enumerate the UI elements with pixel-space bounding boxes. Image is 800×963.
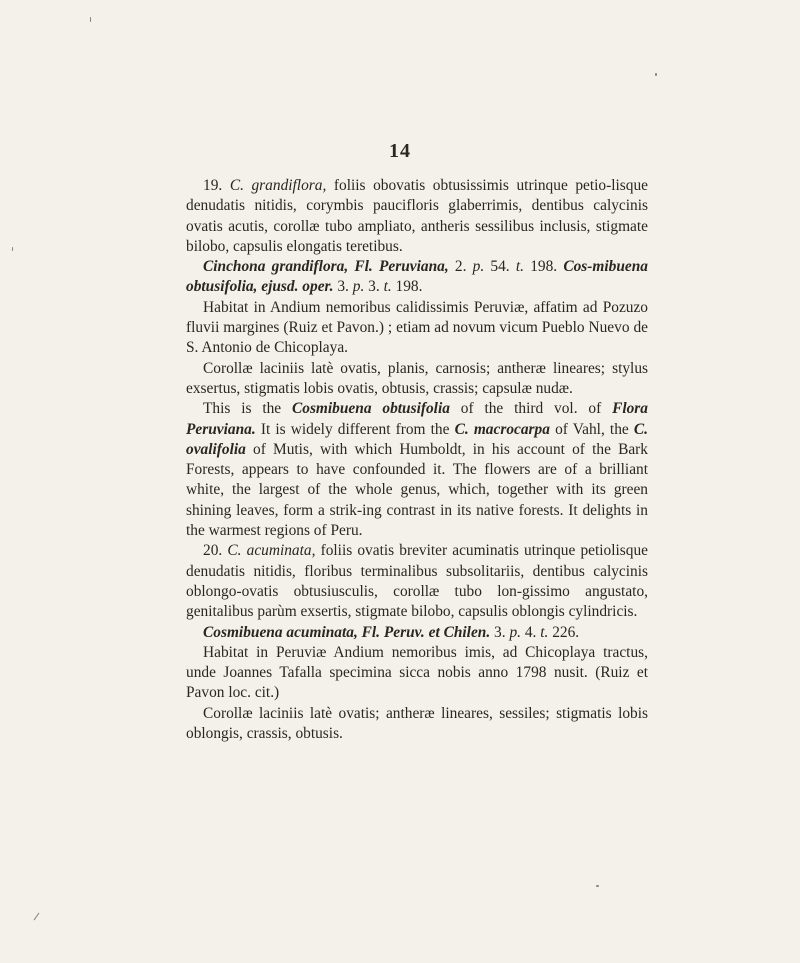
text-run: 19. [203,177,230,194]
text-run: p. [509,623,521,641]
text-run: p. [472,258,485,276]
text-run: p. [352,278,365,296]
text-run: t. [383,278,392,296]
text-run: foliis obovatis obtusissimis utrinque petio-lisque denudatis nitidis, corymbis paucifloris glaberrimis, dentibus calycinis ovatis acutis, corollæ tubo ampliato, antheris sessilibus inclusis, stigmate bilobo, capsulis elongatis teretibus. [186,177,649,255]
text-run: C. acuminata, [227,542,316,560]
paper-speck [90,17,91,22]
paragraph-p20-hab [186,643,648,704]
text-run: 54. [484,258,516,276]
text-run: t. [540,623,549,641]
paragraph-p20-syn [186,623,648,643]
text-run: It is widely different from the [255,420,455,438]
text-run: of Vahl, the [549,420,634,438]
text-run: This is the [203,400,292,418]
text-body [186,176,648,744]
text-run: Habitat in Peruviæ Andium nemoribus imis, ad Chicoplaya tractus, unde Joannes Tafalla specimina sicca nobis anno 1798 nusit. (Ruiz et Pavon loc. cit.) [186,643,648,702]
text-run: 3. [364,278,384,296]
text-run: 198. [391,278,423,296]
text-run: Corollæ laciniis latè ovatis; antheræ lineares, sessiles; stigmatis lobis oblongis, crassis, obtusis. [186,704,648,743]
text-run: 3. [333,278,353,296]
paragraph-p20 [186,541,648,622]
text-run: 198. [523,258,564,276]
text-run: C. grandiflora, [229,177,327,194]
text-run: 2. [448,258,473,276]
text-run: Cosmibuena acuminata, Fl. Peruv. et Chilen. [203,623,491,641]
text-run: 226. [548,623,580,641]
text-run: C. ovalifolia [186,420,648,458]
text-run: of Mutis, with which Humboldt, in his account of the Bark Forests, appears to have confounded it. The flowers are of a brilliant white, the largest of the whole genus, which, together with its green shining leaves, form a strik-ing contrast in its native forests. It delights in the warmest regions of Peru. [186,440,648,540]
text-run: foliis ovatis breviter acuminatis utrinque petiolisque denudatis nitidis, floribus terminalibus subsolitariis, dentibus calycinis oblongo-ovatis obtusiusculis, corollæ tubo lon-gissimo angustato, genitalibus parùm exsertis, stigmate bilobo, capsulis oblongis cylindricis. [186,542,648,621]
paragraph-p20-cor [186,704,648,745]
page-number: 14 [389,140,411,162]
paper-speck [596,885,599,887]
text-run: Cosmibuena obtusifolia [291,400,450,418]
paper-speck [34,913,40,921]
paragraph-p19-cor [186,359,648,400]
paragraph-p19 [186,176,648,257]
text-run: 4. [520,623,541,641]
paper-speck [12,247,13,251]
paragraph-p19-syn [186,257,648,298]
paragraph-p19-hab [186,298,648,359]
text-run: Habitat in Andium nemoribus calidissimis Peruviæ, affatim ad Pozuzo fluvii margines (Ruiz et Pavon.) ; etiam ad novum vicum Pueblo Nuevo de S. Antonio de Chicoplaya. [186,298,648,357]
text-run: 3. [490,623,510,641]
text-run: Corollæ laciniis latè ovatis, planis, carnosis; antheræ lineares; stylus exsertus, stigmatis lobis ovatis, obtusis, crassis; capsulæ nudæ. [186,359,648,397]
text-run: t. [515,258,524,276]
text-run: 20. [203,542,228,560]
text-run: Cinchona grandiflora, Fl. Peruviana, [203,258,449,276]
text-run: C. macrocarpa [454,420,550,438]
text-run: Flora Peruviana. [186,400,648,438]
paper-speck [655,73,657,76]
text-run: Cos-mibuena obtusifolia, ejusd. oper. [186,258,649,296]
paragraph-p19-note [186,399,648,541]
text-run: of the third vol. of [449,400,613,418]
